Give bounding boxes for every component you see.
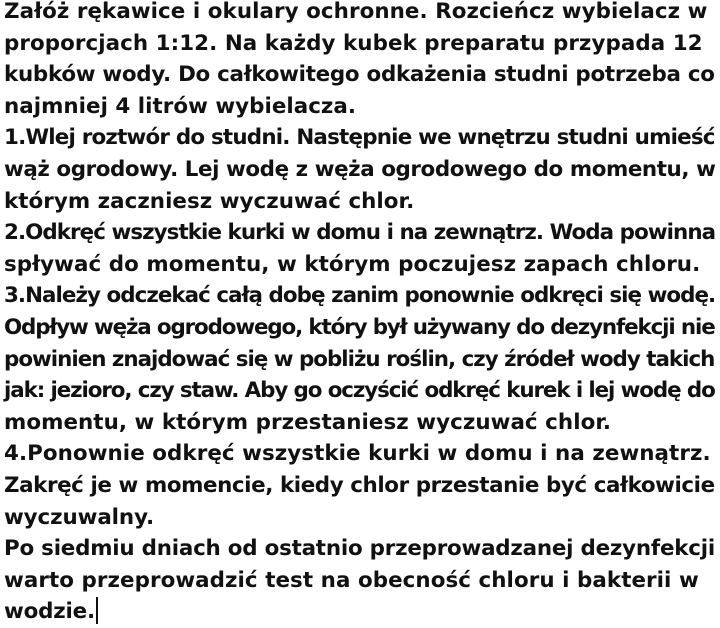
text-line: powinien znajdować się w pobliżu roślin, czy źródeł wody takich (4, 346, 715, 372)
text-line: Załóż rękawice i okulary ochronne. Rozcieńcz wybielacz w (4, 0, 708, 24)
text-line: spływać do momentu, w którym poczujesz zapach chloru. (4, 251, 701, 277)
document-text[interactable] (4, 0, 720, 628)
text-line-last (4, 596, 720, 628)
text-line: 2.Odkręć wszystkie kurki w domu i na zewnątrz. Woda powinna (4, 220, 716, 246)
text-line: którym zaczniesz wyczuwać chlor. (4, 188, 415, 214)
last-line-text: wodzie. (4, 599, 95, 625)
text-line: najmniej 4 litrów wybielacza. (4, 93, 357, 119)
text-line: warto przeprowadzić test na obecność chloru i bakterii w (4, 567, 699, 593)
text-line: 3.Należy odczekać całą dobę zanim ponownie odkręci się wodę. (4, 283, 716, 309)
text-line: 1.Wlej roztwór do studni. Następnie we wnętrzu studni umieść (4, 125, 715, 151)
text-line: Zakręć je w momencie, kiedy chlor przestanie być całkowicie (4, 472, 715, 498)
text-line: Odpływ węża ogrodowego, który był używany do dezynfekcji nie (4, 314, 715, 340)
text-line: jak: jezioro, czy staw. Aby go oczyścić odkręć kurek i lej wodę do (4, 378, 715, 404)
text-line: kubków wody. Do całkowitego odkażenia studni potrzeba co (4, 62, 715, 88)
text-line: wyczuwalny. (4, 504, 155, 530)
text-line: proporcjach 1:12. Na każdy kubek preparatu przypada 12 (4, 30, 703, 56)
text-line: Po siedmiu dniach od ostatnio przeprowadzanej dezynfekcji (4, 536, 715, 562)
text-line: wąż ogrodowy. Lej wodę z węża ogrodowego do momentu, w (4, 156, 716, 182)
text-line: 4.Ponownie odkręć wszystkie kurki w domu i na zewnątrz. (4, 441, 711, 467)
text-line: momentu, w którym przestaniesz wyczuwać chlor. (4, 409, 612, 435)
